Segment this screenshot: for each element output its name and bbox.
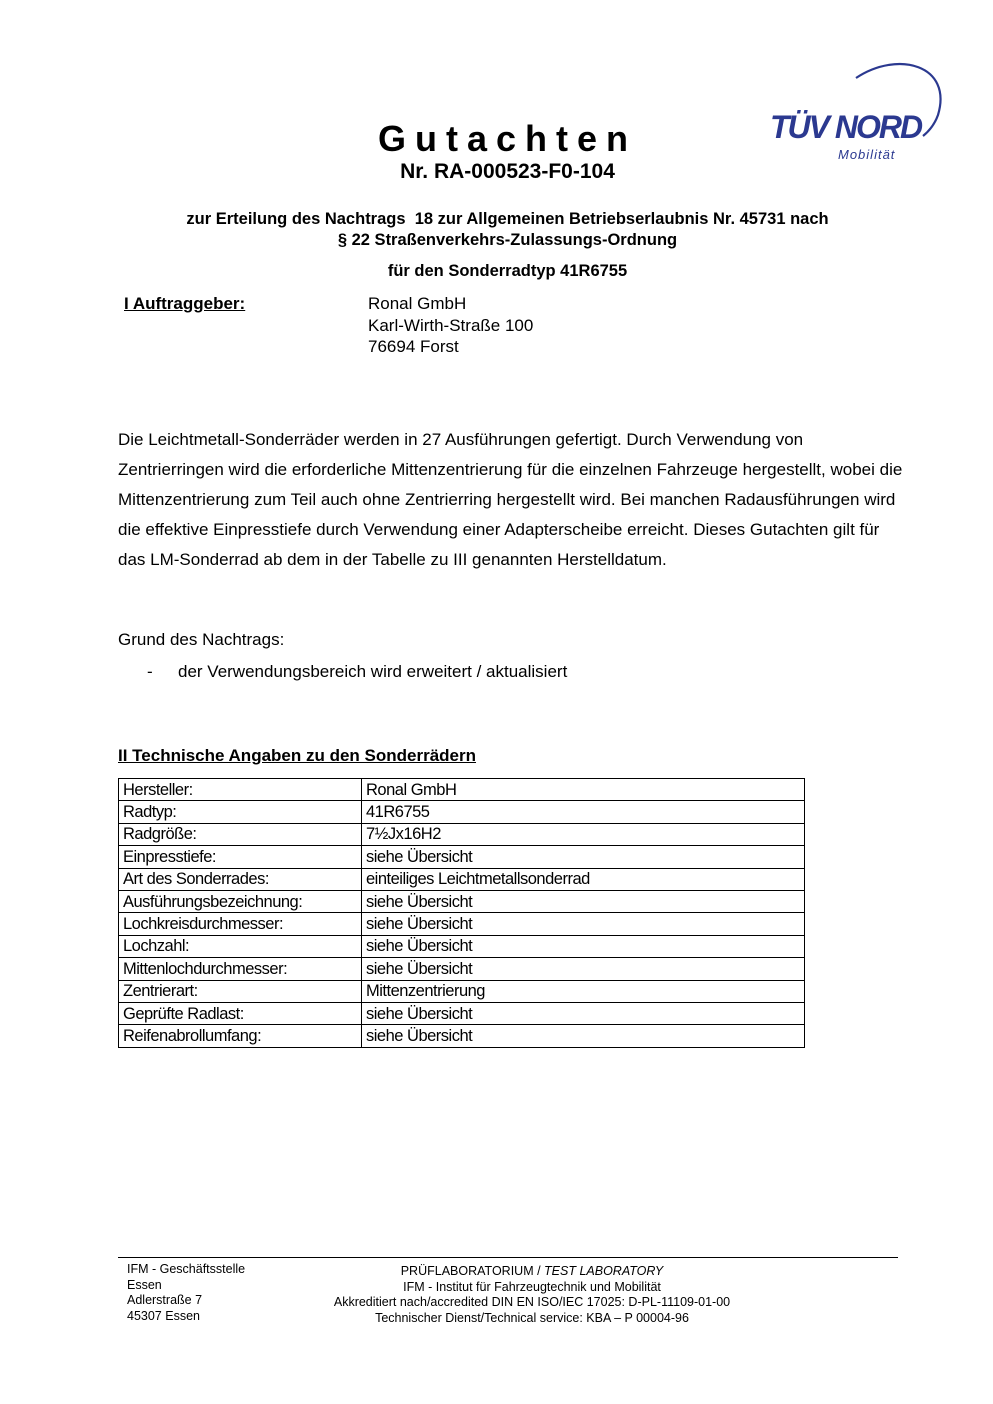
table-cell-label: Reifenabrollumfang: [119,1025,362,1047]
table-cell-value: siehe Übersicht [362,958,805,980]
footer-office-line: IFM - Geschäftsstelle [127,1262,246,1276]
table-cell-value: siehe Übersicht [362,935,805,957]
list-bullet: - [147,662,153,681]
table-row [119,958,805,980]
footer-service: Technischer Dienst/Technical service: KBA – P 00004-96 [375,1310,689,1325]
table-cell-value: siehe Übersicht [362,1025,805,1047]
client-city: 76694 Forst [368,337,459,356]
reason-label: Grund des Nachtrags: [118,630,285,649]
footer-lab-label [252,1264,812,1280]
table-cell-label: Zentrierart: [119,980,362,1002]
footer-office-line: Adlerstraße 7 [127,1293,203,1307]
table-cell-value: Mittenzentrierung [362,980,805,1002]
table-cell-label: Lochkreisdurchmesser: [119,913,362,935]
footer-office-address [127,1262,245,1324]
table-row [119,801,805,823]
table-cell-value: siehe Übersicht [362,890,805,912]
table-cell-label: Einpresstiefe: [119,846,362,868]
table-cell-value: Ronal GmbH [362,779,805,801]
table-cell-label: Radgröße: [119,823,362,845]
subtitle-line-1: zur Erteilung des Nachtrags 18 zur Allgemeinen Betriebserlaubnis Nr. 45731 nach [186,210,829,228]
table-row [119,913,805,935]
table-cell-value: 7½Jx16H2 [362,823,805,845]
client-street: Karl-Wirth-Straße 100 [368,315,534,335]
footer-accreditation: Akkreditiert nach/accredited DIN EN ISO/IEC 17025: D-PL-11109-01-00 [333,1295,731,1309]
logo-brand-text: TÜV NORD [770,109,922,145]
table-cell-label: Hersteller: [119,779,362,801]
footer-lab-label-text: PRÜFLABORATORIUM / [400,1264,545,1278]
document-number: Nr. RA-000523-F0-104 [400,160,615,183]
table-row [119,1025,805,1047]
table-row [119,868,805,890]
subtitle-line-2: § 22 Straßenverkehrs-Zulassungs-Ordnung [337,231,678,249]
table-row [119,935,805,957]
table-row [119,890,805,912]
table-row [119,823,805,845]
client-address [368,293,533,358]
table-row [119,980,805,1002]
footer-office-line: Essen [127,1277,162,1292]
table-row [119,779,805,801]
table-cell-value: 41R6755 [362,801,805,823]
table-cell-label: Lochzahl: [119,935,362,957]
footer-lab-label-italic: TEST LABORATORY [544,1264,664,1278]
table-cell-value: siehe Übersicht [362,846,805,868]
footer-office-line: 45307 Essen [127,1308,200,1323]
client-label: I Auftraggeber: [124,294,246,313]
footer-institute: IFM - Institut für Fahrzeugtechnik und Mobilität [403,1279,661,1294]
table-row [119,1002,805,1024]
table-cell-value: siehe Übersicht [362,913,805,935]
subtitle-line-3: für den Sonderradtyp 41R6755 [387,262,628,280]
table-cell-label: Mittenlochdurchmesser: [119,958,362,980]
table-row [119,846,805,868]
table-cell-label: Art des Sonderrades: [119,868,362,890]
logo-tagline-text: Mobilität [838,147,896,162]
table-cell-value: einteiliges Leichtmetallsonderrad [362,868,805,890]
table-cell-label: Radtyp: [119,801,362,823]
document-title: Gutachten [377,118,637,159]
footer-divider [118,1257,898,1258]
client-name: Ronal GmbH [368,294,467,313]
tuv-nord-logo [768,60,948,165]
technical-data-table [118,778,805,1048]
table-cell-label: Ausführungsbezeichnung: [119,890,362,912]
reason-item-text: der Verwendungsbereich wird erweitert / aktualisiert [178,662,568,681]
section-2-heading: II Technische Angaben zu den Sonderrädern [118,746,477,765]
description-paragraph: Die Leichtmetall-Sonderräder werden in 27 Ausführungen gefertigt. Durch Verwendung von Zentrierringen wird die erforderliche Mittenzentrierung für die einzelnen Fahrzeuge hergestellt, wobei die Mittenzentrierung zum Teil auch ohne Zentrierring hergestellt wird. Bei manchen Radausführungen wird die effektive Einpresstiefe durch Verwendung einer Adapterscheibe erreicht. Dieses Gutachten gilt für das LM-Sonderrad ab dem in der Tabelle zu III genannten Herstelldatum. [118,430,903,569]
reason-list-item [147,662,567,682]
table-cell-value: siehe Übersicht [362,1002,805,1024]
table-cell-label: Geprüfte Radlast: [119,1002,362,1024]
footer-lab-info [252,1264,812,1326]
